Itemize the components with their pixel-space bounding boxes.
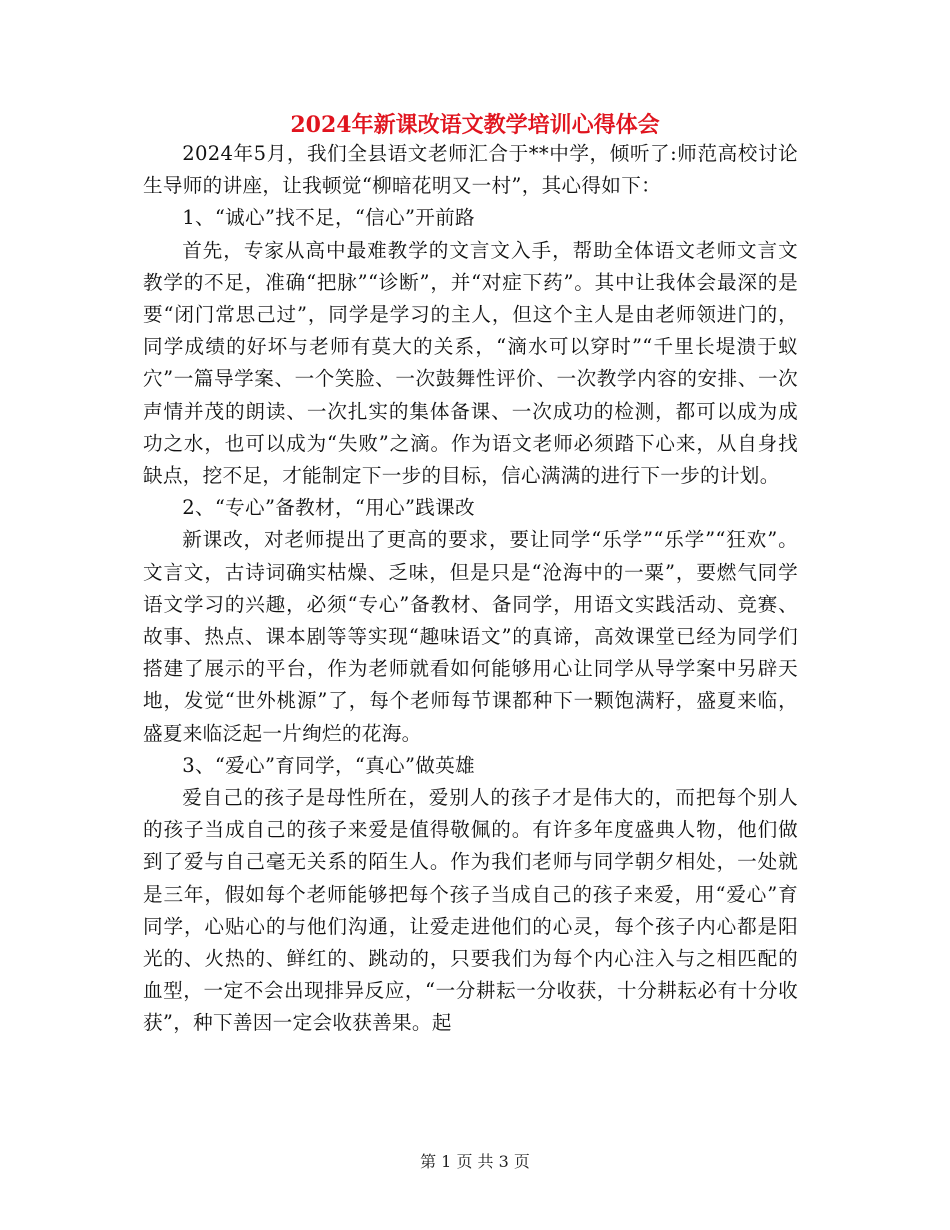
paragraph-intro: 2024年5月，我们全县语文老师汇合于**中学，倾听了:师范高校讨论生导师的讲座，让我顿觉“柳暗花明又一村”，其心得如下： [143,142,798,198]
section-heading-1: 1、“诚心”找不足，“信心”开前路 [182,206,475,230]
section-heading-2: 2、“专心”备教材，“用心”践课改 [182,496,475,520]
paragraph-section-3: 爱自己的孩子是母性所在，爱别人的孩子才是伟大的，而把每个别人的孩子当成自己的孩子来爱是值得敬佩的。有许多年度盛典人物，他们做到了爱与自己毫无关系的陌生人。作为我们老师与同学朝夕相处，一处就是三年，假如每个老师能够把每个孩子当成自己的孩子来爱，用“爱心”育同学，心贴心的与他们沟通，让爱走进他们的心灵，每个孩子内心都是阳光的、火热的、鲜红的、跳动的，只要我们为每个内心注入与之相匹配的血型，一定不会出现排异反应，“一分耕耘一分收获，十分耕耘必有十分收获”，种下善因一定会收获善果。起 [143,786,798,1035]
paragraph-section-1: 首先，专家从高中最难教学的文言文入手，帮助全体语文老师文言文教学的不足，准确“把脉”“诊断”，并“对症下药”。其中让我体会最深的是要“闭门常思己过”，同学是学习的主人，但这个主人是由老师领进门的，同学成绩的好坏与老师有莫大的关系，“滴水可以穿时”“千里长堤溃于蚁穴”一篇导学案、一个笑脸、一次鼓舞性评价、一次教学内容的安排、一次声情并茂的朗读、一次扎实的集体备课、一次成功的检测，都可以成为成功之水，也可以成为“失败”之滴。作为语文老师必须踏下心来，从自身找缺点，挖不足，才能制定下一步的目标，信心满满的进行下一步的计划。 [143,238,798,488]
document-body [143,138,798,1040]
page-number-footer: 第 1 页 共 3 页 [420,1152,530,1171]
section-heading-3: 3、“爱心”育同学，“真心”做英雄 [182,753,475,777]
document-title: 2024年新课改语文教学培训心得体会 [290,112,660,138]
paragraph-section-2: 新课改，对老师提出了更高的要求，要让同学“乐学”“乐学”“狂欢”。文言文，古诗词确实枯燥、乏味，但是只是“沧海中的一粟”，要燃气同学语文学习的兴趣，必须“专心”备教材、备同学，用语文实践活动、竞赛、故事、热点、课本剧等等实现“趣味语文”的真谛，高效课堂已经为同学们搭建了展示的平台，作为老师就看如何能够用心让同学从导学案中另辟天地，发觉“世外桃源”了，每个老师每节课都种下一颗饱满籽，盛夏来临，盛夏来临泛起一片绚烂的花海。 [143,528,798,745]
